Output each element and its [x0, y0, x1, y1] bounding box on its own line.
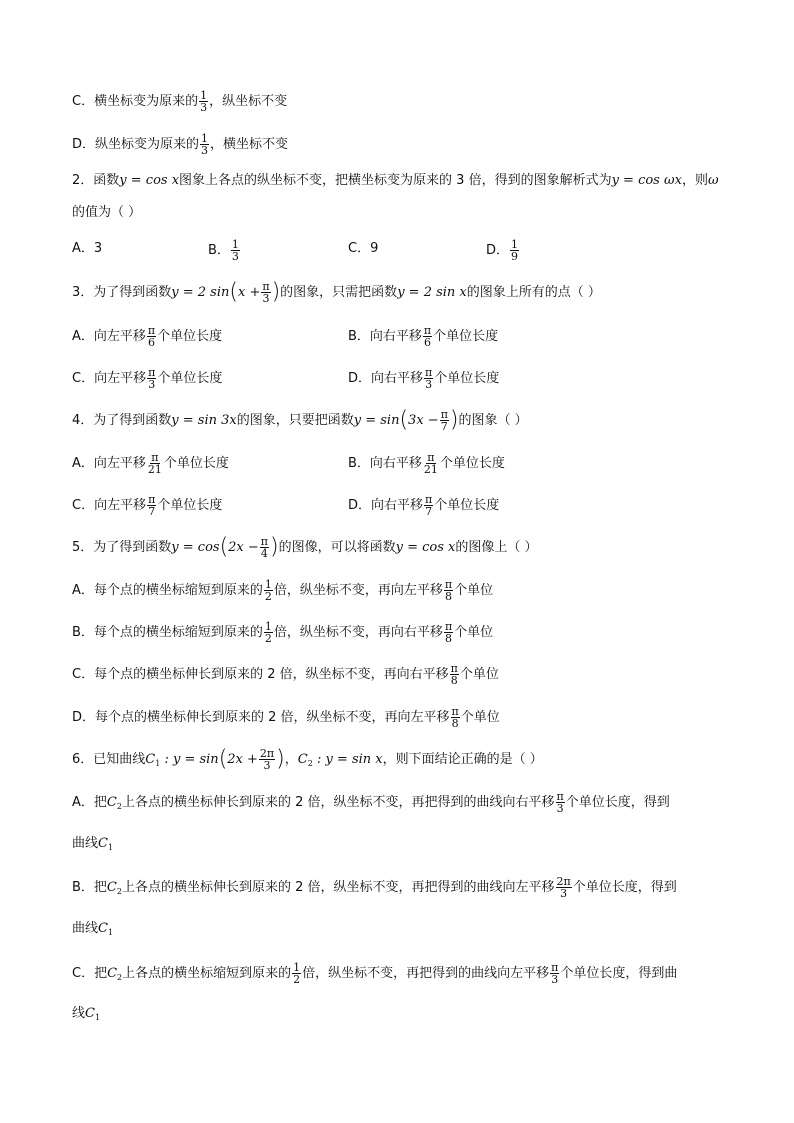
q2-option-d: D． $\frac{1}{9}$	[486, 238, 519, 263]
q5-option-a: A．每个点的横坐标缩短到原来的 $\frac{1}{2}$ 倍，纵坐标不变，再向左平移 $\frac{\pi}{8}$ 个单位	[72, 578, 494, 603]
q6-option-a: A．把$C_2$上各点的横坐标伸长到原来的 2 倍，纵坐标不变，再把得到的曲线向右平移 $\frac{\pi}{3}$ 个单位长度，得到	[72, 790, 670, 815]
q6-option-b: B．把$C_2$上各点的横坐标伸长到原来的 2 倍，纵坐标不变，再把得到的曲线向左平移 $\frac{2\pi}{3}$ 个单位长度，得到	[72, 875, 677, 900]
q3-stem: 3．为了得到函数y = 2 sin(x + $\frac{\pi}{3}$ )的图象，只需把函数y = 2 sin x的图象上所有的点（ ）	[72, 279, 601, 305]
q1-option-d: D．纵坐标变为原来的 $\frac{1}{3}$ ，横坐标不变	[72, 132, 289, 157]
q2-option-b: B． $\frac{1}{3}$	[208, 238, 239, 263]
q6-option-a-cont: 曲线$C_1$	[72, 836, 114, 852]
q4-stem: 4．为了得到函数y = sin 3x的图象，只要把函数y = sin(3x − $\frac{\pi}{7}$ )的图象（ ）	[72, 407, 528, 433]
q6-option-b-cont: 曲线$C_1$	[72, 921, 114, 937]
q1-option-c: C．横坐标变为原来的 $\frac{1}{3}$ ，纵坐标不变	[72, 89, 288, 114]
fraction: $\frac{1}{3}$	[201, 132, 209, 157]
q4-option-d: D．向右平移 $\frac{\pi}{7}$ 个单位长度	[348, 493, 500, 518]
q6-option-c: C．把$C_2$上各点的横坐标缩短到原来的 $\frac{1}{2}$ 倍，纵坐标不变，再把得到的曲线向左平移 $\frac{\pi}{3}$ 个单位长度，得到曲	[72, 961, 678, 986]
q6-stem: 6．已知曲线$C_1$ : y = sin(2x + $\frac{2\pi}{3}$ )，$C_2$ : y = sin x，则下面结论正确的是（ ）	[72, 746, 543, 772]
q2-stem: 2．函数y = cos x图象上各点的纵坐标不变，把横坐标变为原来的 3 倍，得到的图象解析式为y = cos ωx，则ω	[72, 173, 719, 188]
q3-option-a: A．向左平移 $\frac{\pi}{6}$ 个单位长度	[72, 324, 223, 349]
q2-stem-cont: 的值为（ ）	[72, 205, 142, 220]
q2-option-a: A．3	[72, 241, 103, 256]
q2-option-c: C．9	[348, 241, 379, 256]
q3-option-d: D．向右平移 $\frac{\pi}{3}$ 个单位长度	[348, 366, 500, 391]
q4-option-c: C．向左平移 $\frac{\pi}{7}$ 个单位长度	[72, 493, 223, 518]
q5-option-c: C．每个点的横坐标伸长到原来的 2 倍，纵坐标不变，再向右平移 $\frac{\pi}{8}$ 个单位	[72, 662, 499, 687]
q4-option-b: B．向右平移 $\frac{\pi}{21}$ 个单位长度	[348, 451, 505, 476]
fraction: $\frac{1}{3}$	[200, 89, 208, 114]
q4-option-a: A．向左平移 $\frac{\pi}{21}$ 个单位长度	[72, 451, 229, 476]
q5-stem: 5．为了得到函数y = cos(2x − $\frac{\pi}{4}$ )的图像，可以将函数y = cos x的图像上（ ）	[72, 534, 538, 560]
q3-option-b: B．向右平移 $\frac{\pi}{6}$ 个单位长度	[348, 324, 499, 349]
q5-option-d: D．每个点的横坐标伸长到原来的 2 倍，纵坐标不变，再向左平移 $\frac{\pi}{8}$ 个单位	[72, 705, 500, 730]
q3-option-c: C．向左平移 $\frac{\pi}{3}$ 个单位长度	[72, 366, 223, 391]
q6-option-c-cont: 线$C_1$	[72, 1006, 101, 1022]
q5-option-b: B．每个点的横坐标缩短到原来的 $\frac{1}{2}$ 倍，纵坐标不变，再向右平移 $\frac{\pi}{8}$ 个单位	[72, 620, 494, 645]
